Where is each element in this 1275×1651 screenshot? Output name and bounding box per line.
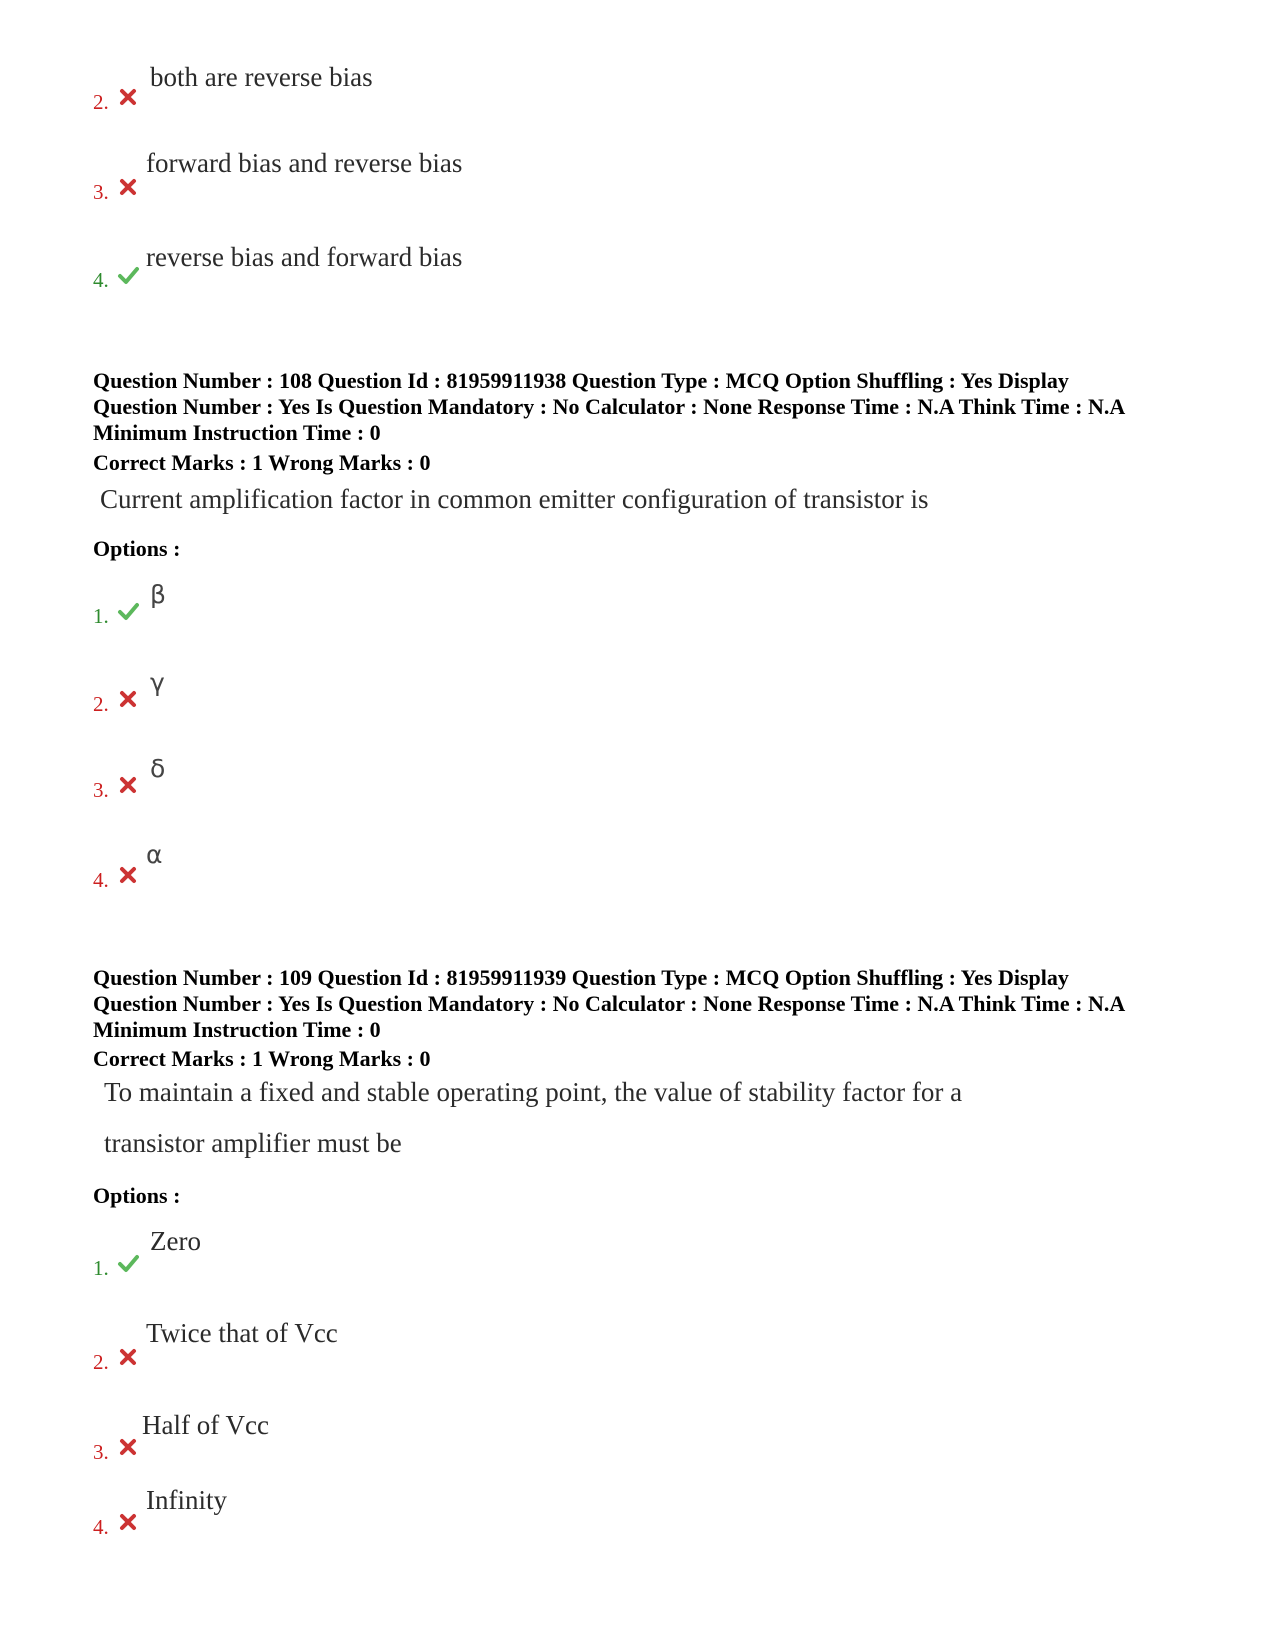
option-number: 2. <box>93 90 109 114</box>
question-line: transistor amplifier must be <box>104 1128 402 1158</box>
option-number: 3. <box>93 1440 109 1464</box>
question-108-meta <box>93 368 1193 446</box>
option-text: Twice that of Vcc <box>146 1318 338 1348</box>
question-109-options-label: Options : <box>93 1183 181 1208</box>
option-number: 1. <box>93 604 109 628</box>
cross-icon <box>117 1511 139 1533</box>
option-text: Zero <box>150 1226 201 1256</box>
option-number: 2. <box>93 692 109 716</box>
meta-line: Question Number : Yes Is Question Mandatory : No Calculator : None Response Time : N.A Think Time : N.A <box>93 991 1126 1016</box>
option-number: 1. <box>93 1256 109 1280</box>
option-number: 4. <box>93 1515 109 1539</box>
option-text: reverse bias and forward bias <box>146 242 463 272</box>
option-text: β <box>150 580 166 609</box>
cross-icon <box>117 688 139 710</box>
option-number: 4. <box>93 868 109 892</box>
meta-line: Question Number : Yes Is Question Mandatory : No Calculator : None Response Time : N.A Think Time : N.A <box>93 394 1126 419</box>
cross-icon <box>117 864 139 886</box>
cross-icon <box>117 86 139 108</box>
option-text: γ <box>150 668 165 697</box>
option-number: 4. <box>93 268 109 292</box>
meta-line: Question Number : 108 Question Id : 81959911938 Question Type : MCQ Option Shuffling : Yes Display <box>93 368 1069 393</box>
option-text: δ <box>150 754 166 783</box>
question-109-marks: Correct Marks : 1 Wrong Marks : 0 <box>93 1046 431 1071</box>
check-icon <box>117 1252 139 1274</box>
question-108-text: Current amplification factor in common emitter configuration of transistor is <box>100 484 929 514</box>
question-108-marks: Correct Marks : 1 Wrong Marks : 0 <box>93 450 431 475</box>
cross-icon <box>117 1346 139 1368</box>
cross-icon <box>117 774 139 796</box>
option-text: forward bias and reverse bias <box>146 148 463 178</box>
option-number: 3. <box>93 778 109 802</box>
question-108-options-label: Options : <box>93 536 181 561</box>
check-icon <box>117 264 139 286</box>
cross-icon <box>117 176 139 198</box>
check-icon <box>117 600 139 622</box>
option-number: 2. <box>93 1350 109 1374</box>
question-109-meta <box>93 965 1193 1043</box>
option-number: 3. <box>93 180 109 204</box>
question-109-text <box>104 1067 1204 1169</box>
cross-icon <box>117 1436 139 1458</box>
meta-line: Minimum Instruction Time : 0 <box>93 420 381 445</box>
question-line: To maintain a fixed and stable operating point, the value of stability factor for a <box>104 1077 963 1107</box>
option-text: Infinity <box>146 1485 227 1515</box>
option-text: α <box>146 840 163 869</box>
meta-line: Question Number : 109 Question Id : 81959911939 Question Type : MCQ Option Shuffling : Yes Display <box>93 965 1069 990</box>
option-text: Half of Vcc <box>142 1410 269 1440</box>
meta-line: Minimum Instruction Time : 0 <box>93 1017 381 1042</box>
option-text: both are reverse bias <box>150 62 373 92</box>
